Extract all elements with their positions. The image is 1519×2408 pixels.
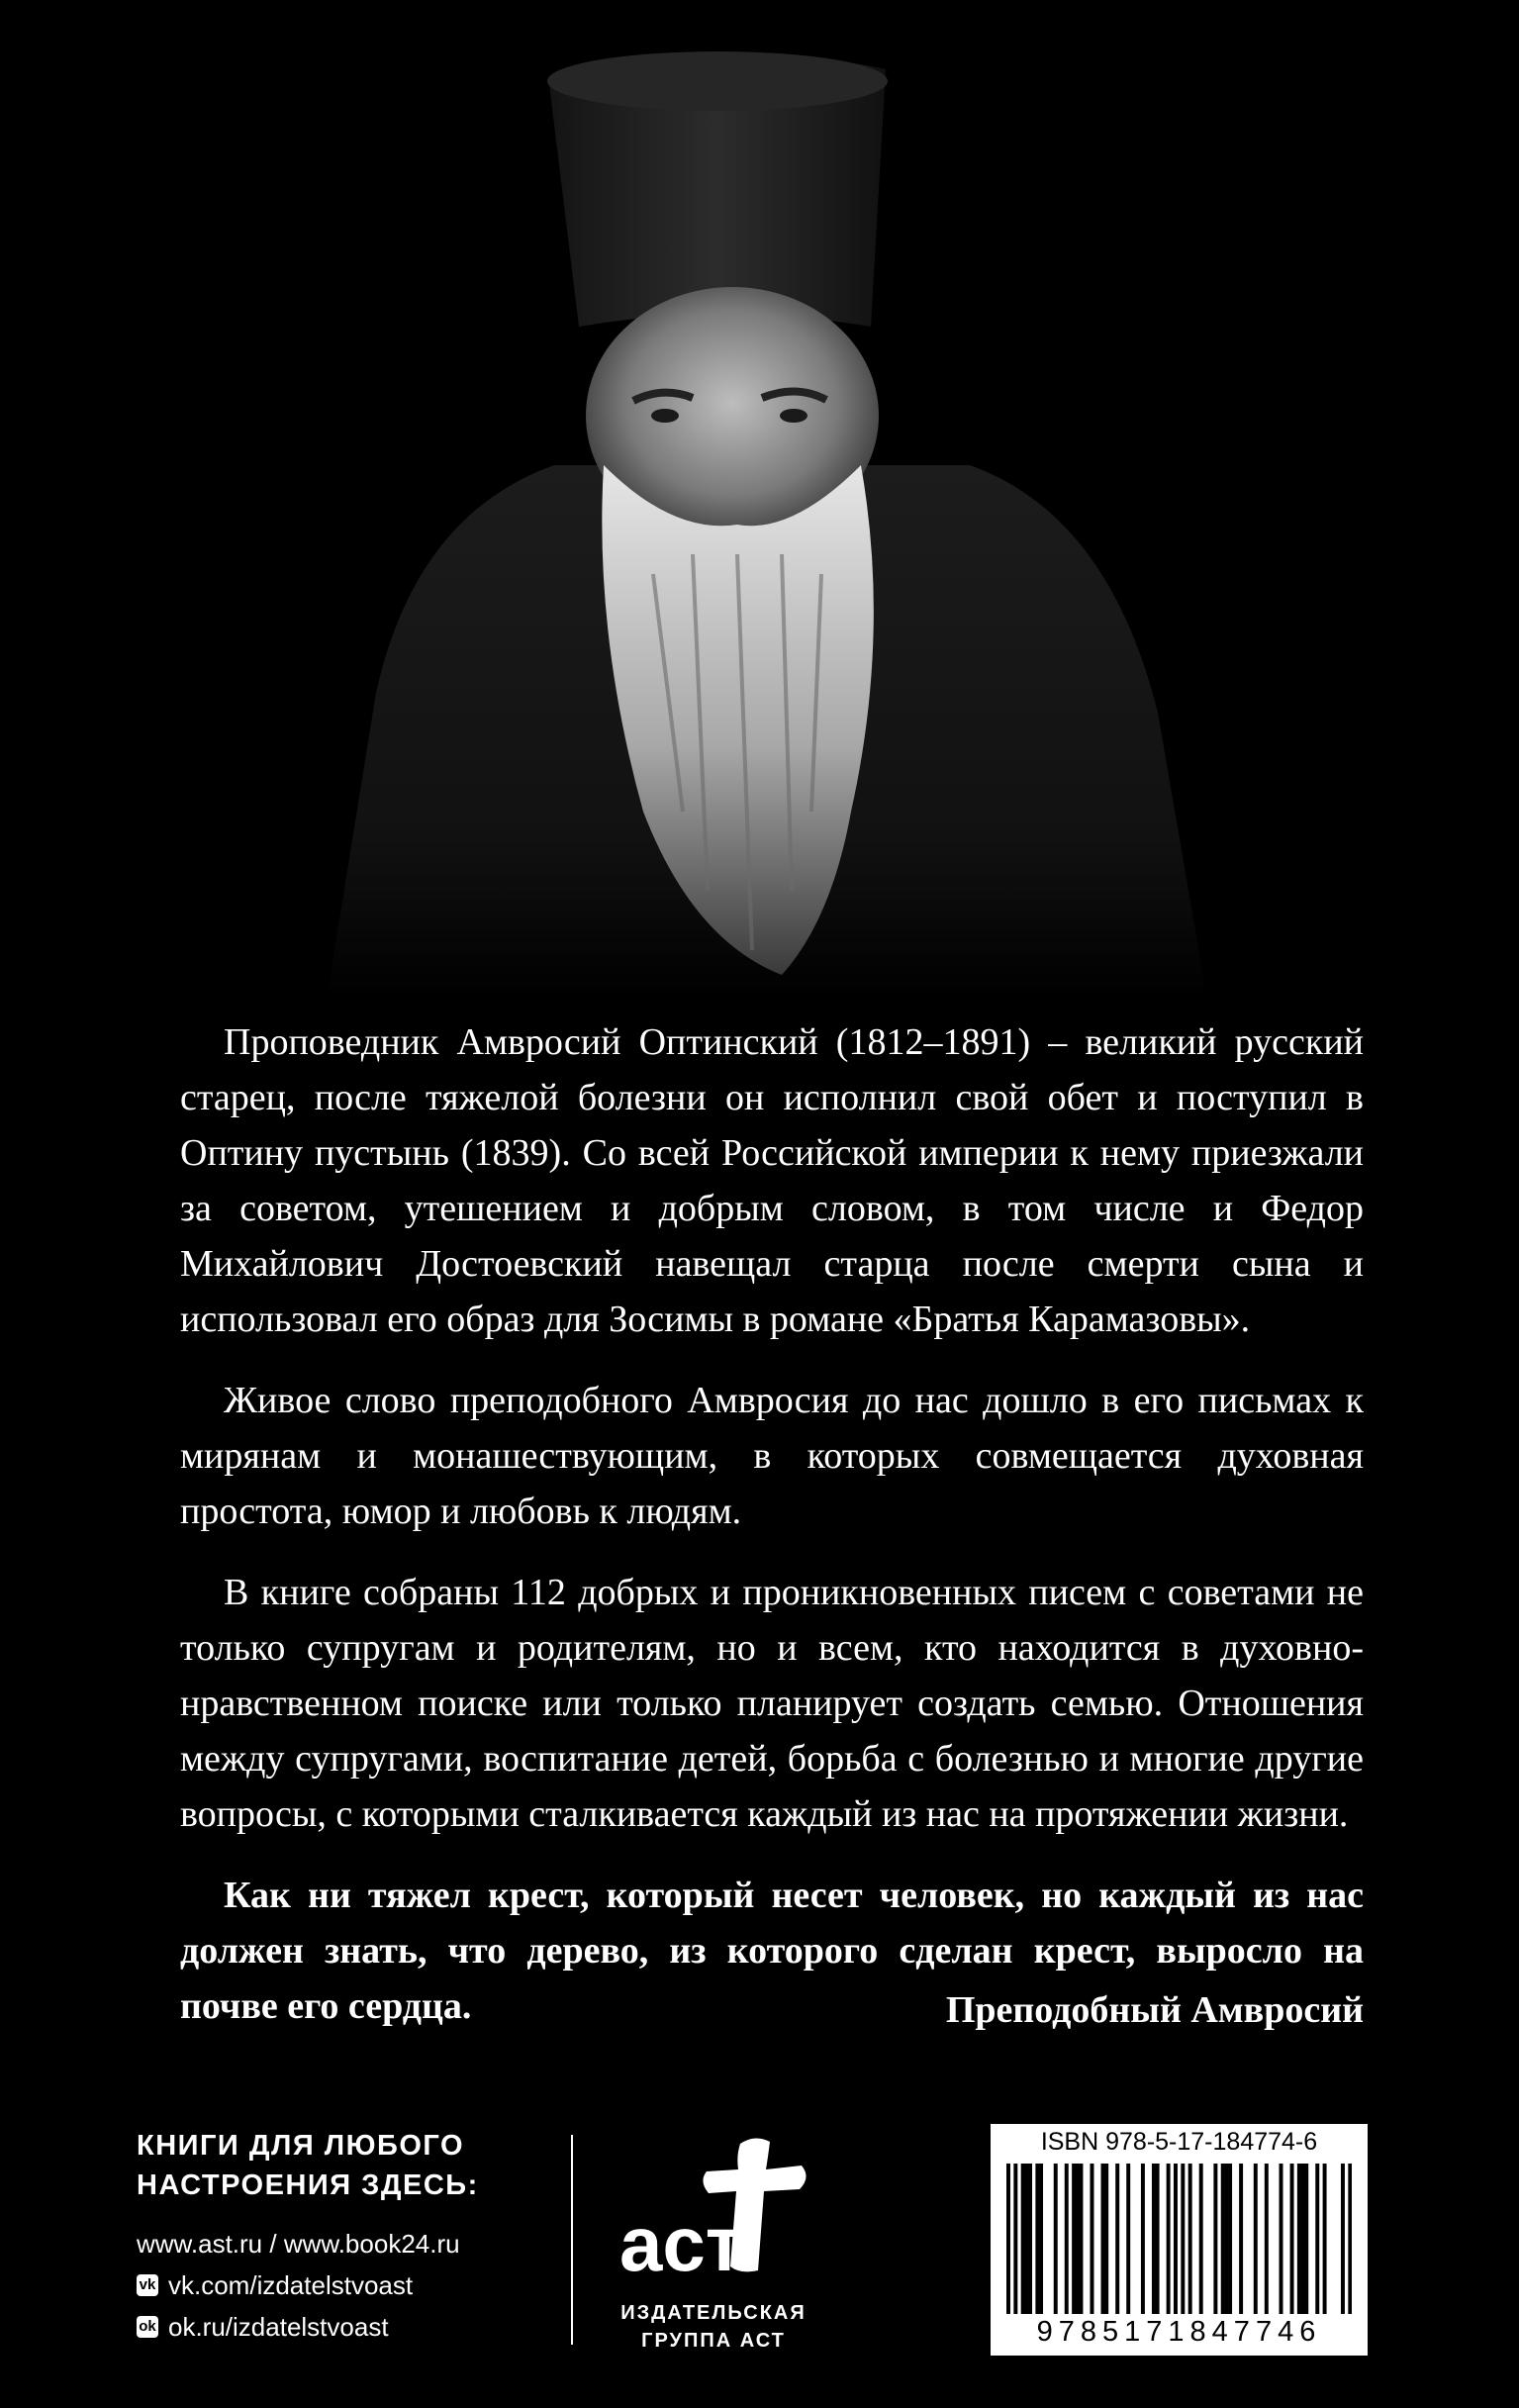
barcode-bar — [1199, 2164, 1203, 2314]
barcode-bar — [1028, 2164, 1032, 2314]
quote: Как ни тяжел крест, который несет человек, но каждый из нас должен знать, что дерево, из которого сделан крест, выросло на почве его сердца. — [180, 1875, 1364, 2027]
barcode-bar — [1221, 2164, 1225, 2314]
barcode-bar — [1104, 2164, 1108, 2314]
barcode-bar — [1006, 2164, 1010, 2314]
barcode-bar — [1174, 2164, 1178, 2314]
barcode-bar — [1167, 2164, 1171, 2314]
barcode-bar — [1065, 2164, 1069, 2314]
barcode-bar — [1265, 2164, 1269, 2314]
ok-icon: ok — [137, 2316, 158, 2338]
barcode-bar — [1239, 2164, 1243, 2314]
barcode-bar — [1079, 2164, 1083, 2314]
barcode-bars — [1006, 2164, 1352, 2314]
barcode-bar — [1039, 2164, 1043, 2314]
barcode-bar — [1152, 2164, 1156, 2314]
description-paragraph-2: Живое слово преподобного Амвросия до нас дошло в его письмах к мирянам и монашествующим, в которых совмещается духовная простота, юмор и любовь к людям. — [180, 1380, 1364, 1532]
barcode-bar — [1341, 2164, 1345, 2314]
barcode-bar — [1228, 2164, 1232, 2314]
ean-digits: 9785171847746 — [1036, 2316, 1322, 2348]
vk-link[interactable] — [137, 2266, 572, 2304]
barcode-bar — [1024, 2164, 1028, 2314]
ast-logo-icon — [592, 2126, 835, 2284]
isbn-barcode — [991, 2124, 1368, 2356]
barcode-bar — [1090, 2164, 1093, 2314]
sites-text: www.ast.ru / www.book24.ru — [137, 2229, 460, 2259]
logo-caption-2: ГРУППА АСТ — [641, 2330, 786, 2352]
promo-block — [137, 2126, 572, 2346]
vk-text: vk.com/izdatelstvoast — [168, 2270, 414, 2300]
barcode-bar — [1035, 2164, 1039, 2314]
barcode-bar — [1054, 2164, 1058, 2314]
barcode-bar — [1280, 2164, 1283, 2314]
portrait-photo — [0, 0, 1519, 1000]
barcode-bar — [1076, 2164, 1080, 2314]
ok-text: ok.ru/izdatelstvoast — [168, 2312, 389, 2342]
promo-line-1: КНИГИ ДЛЯ ЛЮБОГО — [137, 2130, 465, 2162]
description-paragraph-1: Проповедник Амвросий Оптинский (1812–1891) – великий русский старец, после тяжелой болезни он исполнил свой обет и поступил в Оптину пустынь (1839). Со всей Российской империи к нему приезжали за советом, утешением и добрым словом, в том числе и Федор Михайлович Достоевский навещал старца после смерти сына и использовал его образ для Зосимы в романе «Братья Карамазовы». — [180, 1021, 1364, 1340]
sites-link[interactable] — [137, 2225, 572, 2263]
barcode-bar — [1126, 2164, 1130, 2314]
barcode-bar — [1013, 2164, 1017, 2314]
logo-caption-1: ИЗДАТЕЛЬСКАЯ — [620, 2302, 807, 2324]
publisher-logo — [592, 2126, 835, 2354]
barcode-bar — [1141, 2164, 1145, 2314]
barcode-bar — [1101, 2164, 1105, 2314]
barcode-bar — [1304, 2164, 1308, 2314]
promo-line-2: НАСТРОЕНИЯ ЗДЕСЬ: — [137, 2169, 479, 2201]
barcode-bar — [1188, 2164, 1192, 2314]
vk-icon: vk — [137, 2274, 158, 2296]
ok-link[interactable] — [137, 2308, 572, 2346]
footer-divider — [571, 2135, 573, 2345]
barcode-bar — [1156, 2164, 1160, 2314]
barcode-bar — [1181, 2164, 1185, 2314]
barcode-bar — [1115, 2164, 1119, 2314]
barcode-bar — [1348, 2164, 1352, 2314]
barcode-bar — [1224, 2164, 1228, 2314]
barcode-bar — [1072, 2164, 1076, 2314]
quote-attribution: Преподобный Амвросий — [945, 1989, 1364, 2031]
barcode-bar — [1301, 2164, 1305, 2314]
description-paragraph-3: В книге собраны 112 добрых и проникновенных писем с советами не только супругам и родителям, но и всем, кто находится в духовно-нравственном поиске или только планирует создать семью. Отношения между супругами, воспитание детей, борьба с болезнью и многие другие вопросы, с которыми сталкивается каждый из нас на протяжении жизни. — [180, 1572, 1364, 1835]
barcode-bar — [1297, 2164, 1301, 2314]
barcode-bar — [1254, 2164, 1258, 2314]
barcode-bar — [1323, 2164, 1327, 2314]
logo-wordmark: аст — [619, 2200, 743, 2284]
barcode-bar — [1021, 2164, 1025, 2314]
isbn-text: ISBN 978-5-17-184774-6 — [1040, 2128, 1318, 2156]
barcode-bar — [1315, 2164, 1319, 2314]
barcode-bar — [1290, 2164, 1294, 2314]
description-block — [180, 1014, 1364, 2060]
barcode-bar — [1213, 2164, 1217, 2314]
